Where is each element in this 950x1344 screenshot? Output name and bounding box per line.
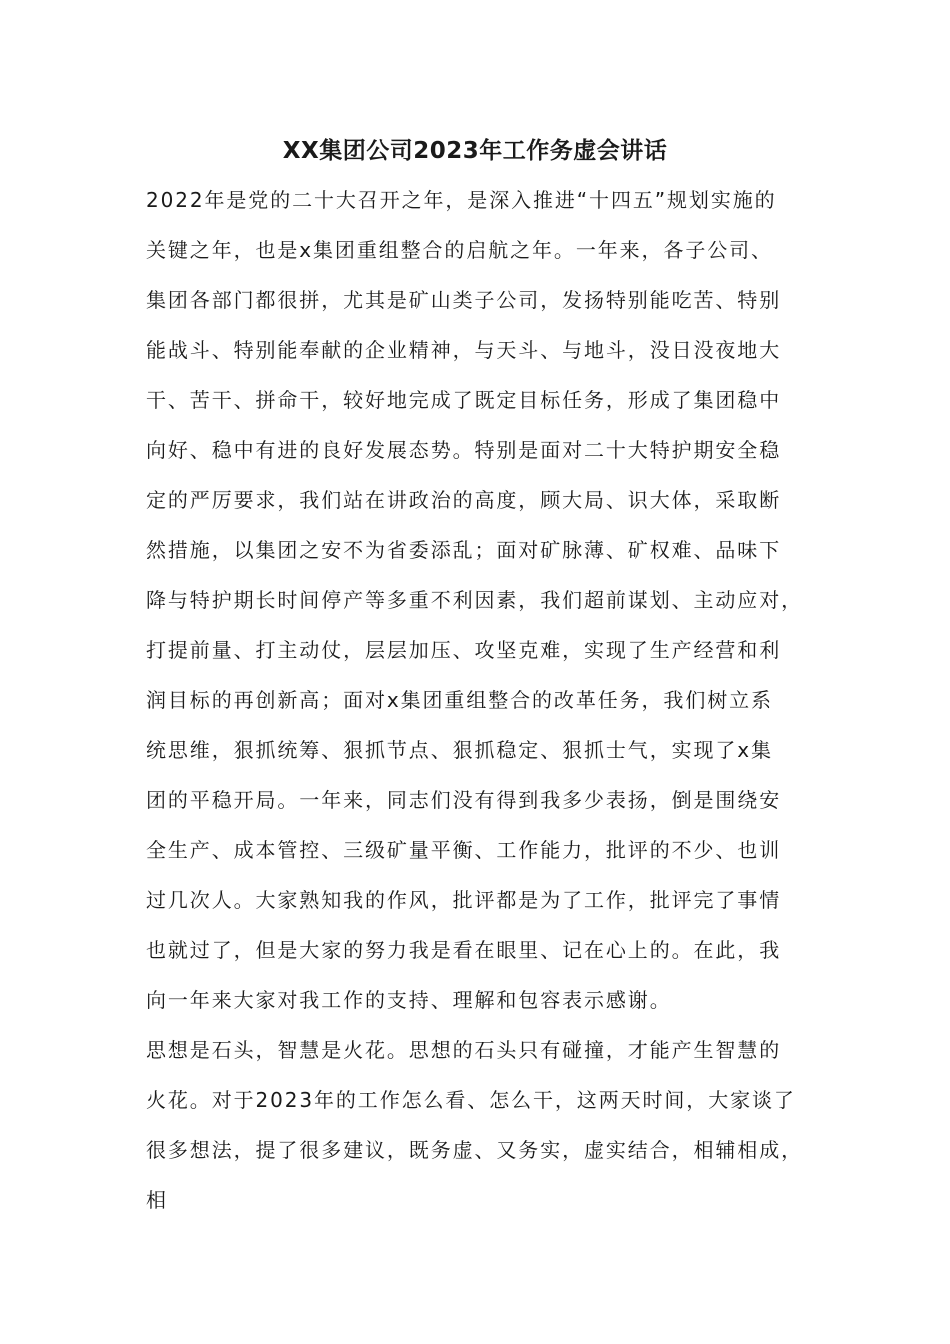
paragraph-1 [146, 175, 826, 1025]
text-line: 相 [146, 1188, 168, 1212]
document-title: XX集团公司2023年工作务虚会讲话 [282, 138, 668, 164]
text-line: 降与特护期长时间停产等多重不利因素，我们超前谋划、主动应对， [146, 588, 803, 612]
text-line: 润目标的再创新高；面对x集团重组整合的改革任务，我们树立系 [146, 688, 773, 712]
text-line: 定的严厉要求，我们站在讲政治的高度，顾大局、识大体，采取断 [146, 488, 782, 512]
text-line: 全生产、成本管控、三级矿量平衡、工作能力，批评的不少、也训 [146, 838, 782, 862]
text-line: 团的平稳开局。一年来，同志们没有得到我多少表扬，倒是围绕安 [146, 788, 782, 812]
text-line: 干、苦干、拼命干，较好地完成了既定目标任务，形成了集团稳中 [146, 388, 782, 412]
text-line: 打提前量、打主动仗，层层加压、攻坚克难，实现了生产经营和利 [146, 638, 782, 662]
text-line: 能战斗、特别能奉献的企业精神，与天斗、与地斗，没日没夜地大 [146, 338, 782, 362]
text-line: 过几次人。大家熟知我的作风，批评都是为了工作，批评完了事情 [146, 888, 782, 912]
text-line: 思想是石头，智慧是火花。思想的石头只有碰撞，才能产生智慧的 [146, 1038, 782, 1062]
document-body [146, 175, 826, 1225]
paragraph-2 [146, 1025, 826, 1225]
text-line: 关键之年，也是x集团重组整合的启航之年。一年来，各子公司、 [146, 238, 773, 262]
text-line: 火花。对于2023年的工作怎么看、怎么干，这两天时间，大家谈了 [146, 1088, 796, 1112]
text-line: 向好、稳中有进的良好发展态势。特别是面对二十大特护期安全稳 [146, 438, 782, 462]
text-line: 然措施，以集团之安不为省委添乱；面对矿脉薄、矿权难、品味下 [146, 538, 782, 562]
text-line: 2022年是党的二十大召开之年，是深入推进“十四五”规划实施的 [146, 188, 777, 212]
text-line: 也就过了，但是大家的努力我是看在眼里、记在心上的。在此，我 [146, 938, 782, 962]
text-line: 集团各部门都很拼，尤其是矿山类子公司，发扬特别能吃苦、特别 [146, 288, 782, 312]
text-line: 很多想法，提了很多建议，既务虚、又务实，虚实结合，相辅相成， [146, 1138, 803, 1162]
text-line: 统思维，狠抓统筹、狠抓节点、狠抓稳定、狠抓士气，实现了x集 [146, 738, 773, 762]
text-line: 向一年来大家对我工作的支持、理解和包容表示感谢。 [146, 988, 672, 1012]
